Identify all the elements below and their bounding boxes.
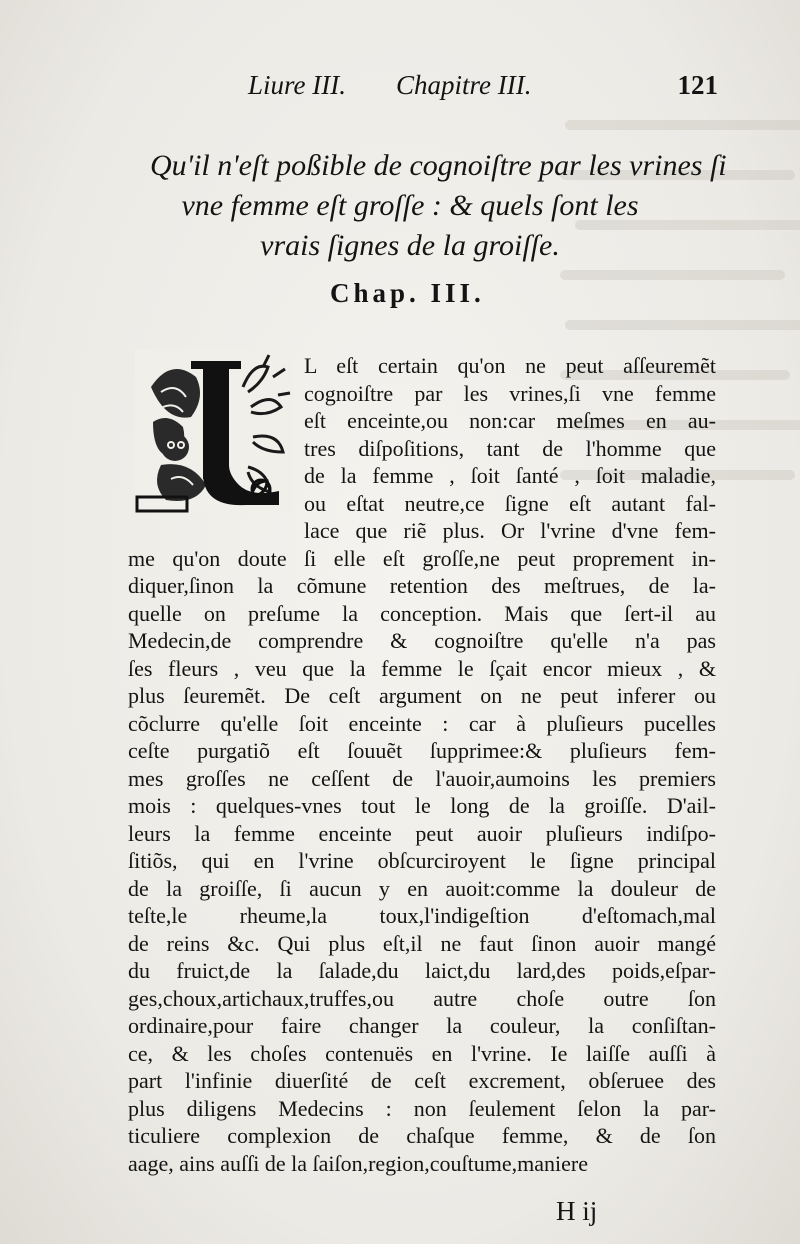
text-line: Medecin,de comprendre & cognoiſtre qu'elle n'a pas	[128, 628, 716, 653]
text-line: aage, ains auſſi de la ſaiſon,region,couſtume,maniere	[128, 1150, 588, 1176]
chapter-title	[150, 146, 727, 266]
signature-mark: H ij	[556, 1196, 598, 1226]
text-line: ſes fleurs , veu que la femme le ſçait encor mieux , &	[128, 655, 716, 681]
text-line: ce, & les choſes contenuës en l'vrine. Ie laiſſe auſſi à	[128, 1040, 716, 1066]
text-line: de la femme , ſoit ſanté , ſoit maladie,	[304, 463, 716, 488]
text-line: leurs la femme enceinte peut auoir pluſieurs indiſpo-	[128, 820, 716, 846]
text-line: ſitiõs, qui en l'vrine obſcurciroyent le ſigne principal	[128, 848, 716, 873]
chapter-title-line: vne femme eſt groſſe : & quels ſont les	[181, 189, 639, 222]
running-head	[248, 70, 718, 106]
text-line: teſte,le rheume,la toux,l'indigeſtion d'eſtomach,mal	[128, 903, 716, 928]
text-line: eſt enceinte,ou non:car meſmes en au-	[304, 408, 716, 433]
text-line: ges,choux,artichaux,truffes,ou autre choſe outre ſon	[128, 985, 716, 1011]
text-line: de reins &c. Qui plus eſt,il ne faut ſinon auoir mangé	[128, 930, 716, 956]
text-line: lace que riẽ plus. Or l'vrine d'vne fem-	[304, 518, 716, 543]
text-line: cõclurre qu'elle ſoit enceinte : car à pluſieurs pucelles	[128, 710, 716, 736]
text-line: diquer,ſinon la cõmune retention des meſtrues, de la-	[128, 573, 716, 598]
text-line: mes groſſes ne ceſſent de l'auoir,aumoins les premiers	[128, 765, 716, 791]
text-line: L eſt certain qu'on ne peut aſſeuremẽt	[304, 353, 716, 378]
text-line: ordinaire,pour faire changer la couleur, la conſiſtan-	[128, 1013, 716, 1038]
folio-number: 121	[677, 70, 718, 100]
text-line: part l'infinie diuerſité de ceſt excrement, obſeruee des	[128, 1068, 716, 1093]
text-line: du fruict,de la ſalade,du laict,du lard,des poids,eſpar-	[128, 958, 716, 983]
text-line: ou eſtat neutre,ce ſigne eſt autant fal-	[304, 490, 716, 516]
text-line: mois : quelques-vnes tout le long de la groiſſe. D'ail-	[128, 793, 716, 818]
text-line: quelle on preſume la conception. Mais que ſert-il au	[128, 600, 716, 626]
text-line: plus diligens Medecins : non ſeulement ſelon la par-	[128, 1095, 716, 1121]
text-line: cognoiſtre par les vrines,ſi vne femme	[304, 380, 716, 406]
running-head-book: Liure III.	[248, 70, 346, 100]
body-text	[128, 352, 716, 1177]
text-line: me qu'on doute ſi elle eſt groſſe,ne peut proprement in-	[128, 545, 716, 571]
text-line: de la groiſſe, ſi aucun y en auoit:comme la douleur de	[128, 875, 716, 901]
chapter-title-line: Qu'il n'eſt poßible de cognoiſtre par les vrines ſi	[150, 149, 727, 182]
text-line: plus ſeuremẽt. De ceſt argument on ne peut inferer ou	[128, 683, 716, 708]
text-line: ticuliere complexion de chaſque femme, & de ſon	[128, 1123, 716, 1148]
running-head-chapter: Chapitre III.	[396, 70, 532, 100]
text-line: tres diſpoſitions, tant de l'homme que	[304, 435, 716, 461]
chapter-label: Chap. III.	[330, 278, 485, 308]
text-line: ceſte purgatiõ eſt ſouuẽt ſupprimee:& pluſieurs fem-	[128, 738, 716, 763]
chapter-title-line: vrais ſignes de la groiſſe.	[260, 229, 560, 262]
